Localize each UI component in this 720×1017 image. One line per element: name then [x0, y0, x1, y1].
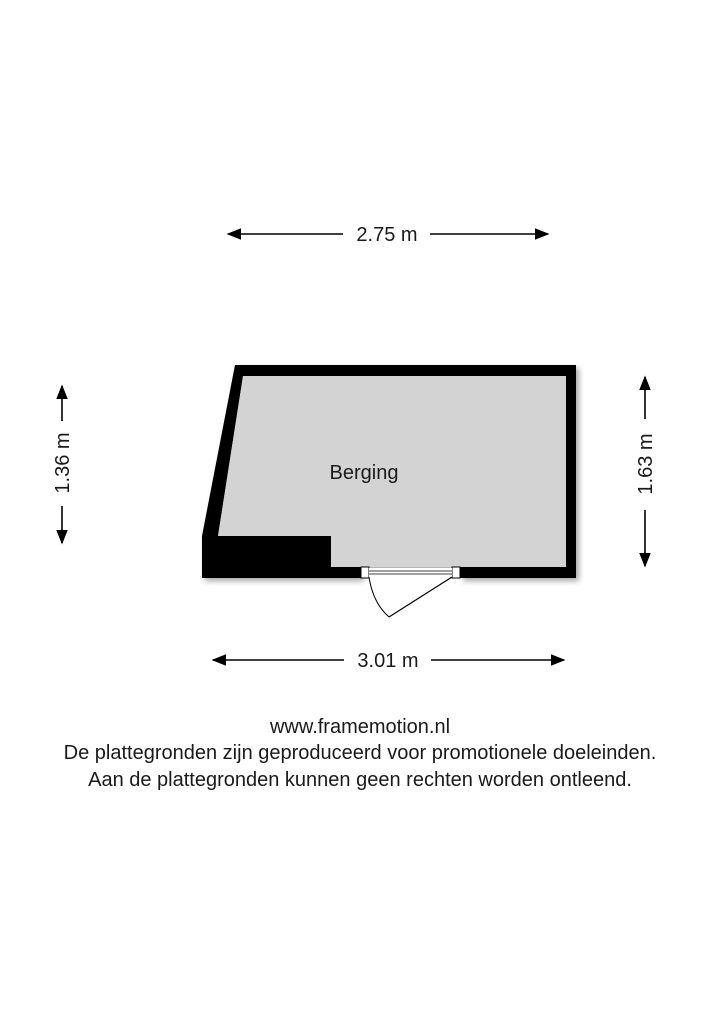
room-label: Berging — [329, 462, 399, 484]
door-swing-arc — [369, 577, 389, 617]
dimension-right — [635, 377, 657, 566]
dimension-top-label: 2.75 m — [356, 224, 418, 246]
dimension-bottom — [213, 650, 564, 672]
dimension-left-label: 1.36 m — [52, 432, 74, 494]
dimension-right-label: 1.63 m — [635, 433, 657, 495]
storage-block — [203, 537, 330, 577]
dimension-top — [228, 224, 548, 246]
door-leaf — [389, 577, 452, 617]
door-frame-left — [361, 567, 369, 578]
door-opening — [369, 568, 452, 577]
footer-disclaimer-2: Aan de plattegronden kunnen geen rechten worden ontleend. — [88, 769, 632, 791]
dimension-left — [52, 386, 74, 543]
door — [361, 567, 460, 617]
door-frame-right — [452, 567, 460, 578]
dimension-bottom-label: 3.01 m — [357, 650, 419, 672]
footer-disclaimer-1: De plattegronden zijn geproduceerd voor promotionele doeleinden. — [63, 742, 657, 764]
footer-url: www.framemotion.nl — [269, 716, 451, 738]
